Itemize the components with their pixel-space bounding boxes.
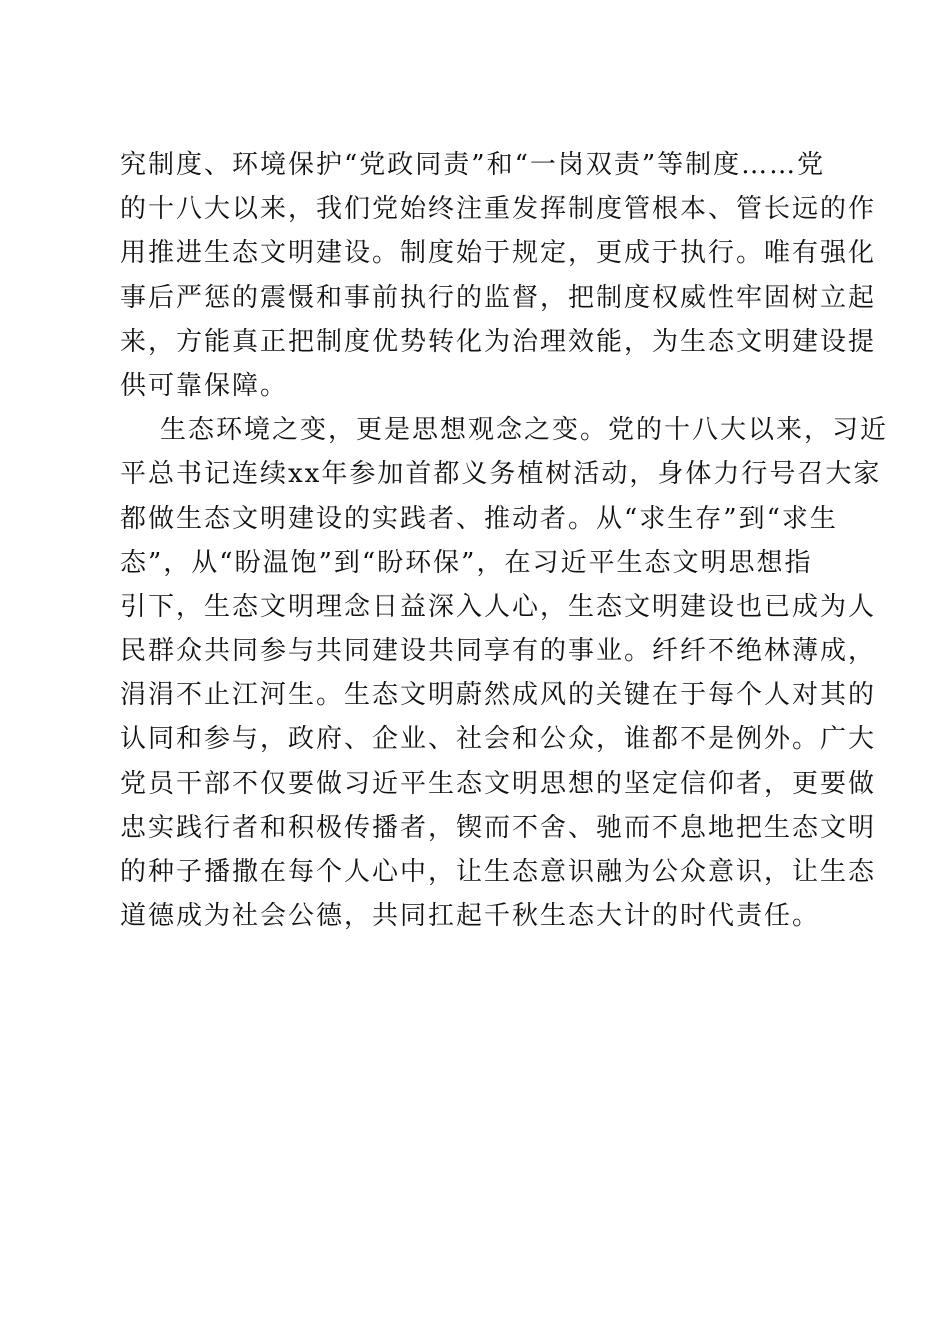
text-line: 平总书记连续xx年参加首都义务植树活动，身体力行号召大家 — [120, 459, 882, 490]
text-line: 究制度、环境保护“党政同责”和“一岗双责”等制度……党 — [120, 150, 826, 180]
text-line: 引下，生态文明理念日益深入人心，生态文明建设也已成为人 — [120, 591, 877, 622]
text-line: 来，方能真正把制度优势转化为治理效能，为生态文明建设提 — [120, 326, 877, 357]
text-line: 的种子播撒在每个人心中，让生态意识融为公众意识，让生态 — [120, 857, 877, 887]
text-line: 忠实践行者和积极传播者，锲而不舍、驰而不息地把生态文明 — [120, 812, 877, 843]
text-line: 用推进生态文明建设。制度始于规定，更成于执行。唯有强化 — [120, 238, 877, 269]
paragraph-2 — [120, 408, 889, 938]
text-line: 的十八大以来，我们党始终注重发挥制度管根本、管长远的作 — [120, 194, 877, 225]
text-line: 都做生态文明建设的实践者、推动者。从“求生存”到“求生 — [120, 503, 838, 534]
text-line: 民群众共同参与共同建设共同享有的事业。纤纤不绝林薄成， — [120, 636, 877, 667]
body-text — [120, 143, 889, 938]
text-line: 涓涓不止江河生。生态文明蔚然成风的关键在于每个人对其的 — [120, 680, 877, 711]
text-line: 认同和参与，政府、企业、社会和公众，谁都不是例外。广大 — [120, 724, 877, 755]
text-line: 态”，从“盼温饱”到“盼环保”，在习近平生态文明思想指 — [120, 547, 813, 578]
text-line: 党员干部不仅要做习近平生态文明思想的坚定信仰者，更要做 — [120, 768, 877, 799]
paragraph-1 — [120, 143, 877, 408]
text-line: 供可靠保障。 — [120, 370, 289, 401]
text-line: 事后严惩的震慑和事前执行的监督，把制度权威性牢固树立起 — [120, 282, 877, 313]
text-line: 道德成为社会公德，共同扛起千秋生态大计的时代责任。 — [120, 901, 821, 932]
text-line: 生态环境之变，更是思想观念之变。党的十八大以来，习近 — [160, 415, 889, 446]
